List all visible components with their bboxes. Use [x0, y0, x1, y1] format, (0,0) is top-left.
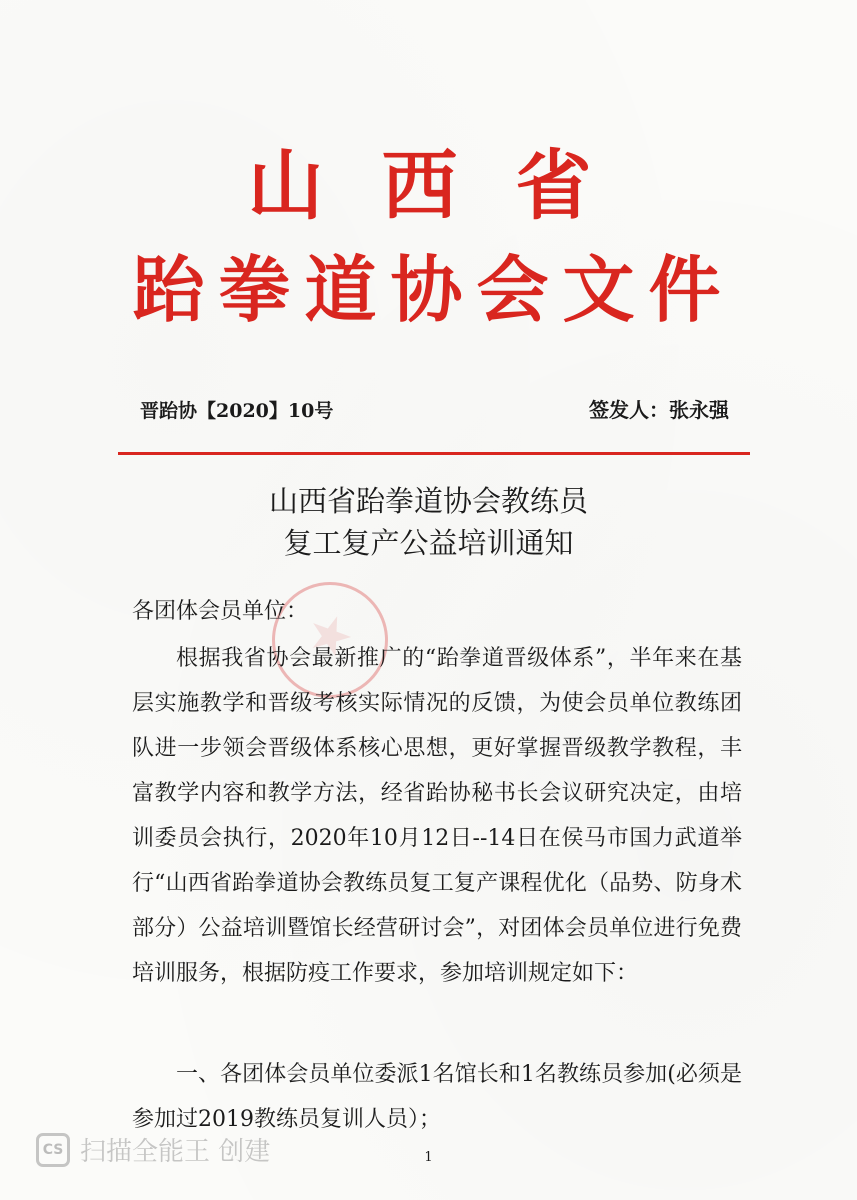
- document-title: [0, 480, 857, 564]
- salutation: 各团体会员单位：: [132, 599, 309, 624]
- scanner-watermark: [36, 1131, 270, 1168]
- header-org-line2: 跆拳道协会文件: [132, 248, 735, 332]
- body-item-1: 一、各团体会员单位委派1名馆长和1名教练员参加(必须是参加过2019教练员复训人员）；: [132, 1062, 742, 1132]
- page-number: 1: [424, 1150, 433, 1165]
- header-org-line1: 山西省: [247, 141, 650, 230]
- body-paragraph-1: 根据我省协会最新推广的“跆拳道晋级体系”，半年来在基层实施教学和晋级考核实际情况的反馈，为使会员单位教练团队进一步领会晋级体系核心思想，更好掌握晋级教学教程，丰富教学内容和教学方法，经省跆协秘书长会议研究决定，由培训委员会执行，2020年10月12日--14日在侯马市国力武道举行“山西省跆拳道协会教练员复工复产课程优化（品势、防身术部分）公益培训暨馆长经营研讨会”，对团体会员单位进行免费培训服务，根据防疫工作要求，参加培训规定如下：: [132, 646, 742, 986]
- title-line2: 复工复产公益培训通知: [283, 526, 574, 560]
- title-line1: 山西省跆拳道协会教练员: [268, 484, 588, 518]
- document-number: 晋跆协【2020】10号: [140, 400, 334, 422]
- watermark-text: 扫描全能王 创建: [80, 1137, 271, 1167]
- camscanner-logo-icon: CS: [36, 1133, 70, 1167]
- red-divider-line: [118, 452, 750, 455]
- issuer-signature: 签发人：张永强: [589, 398, 729, 422]
